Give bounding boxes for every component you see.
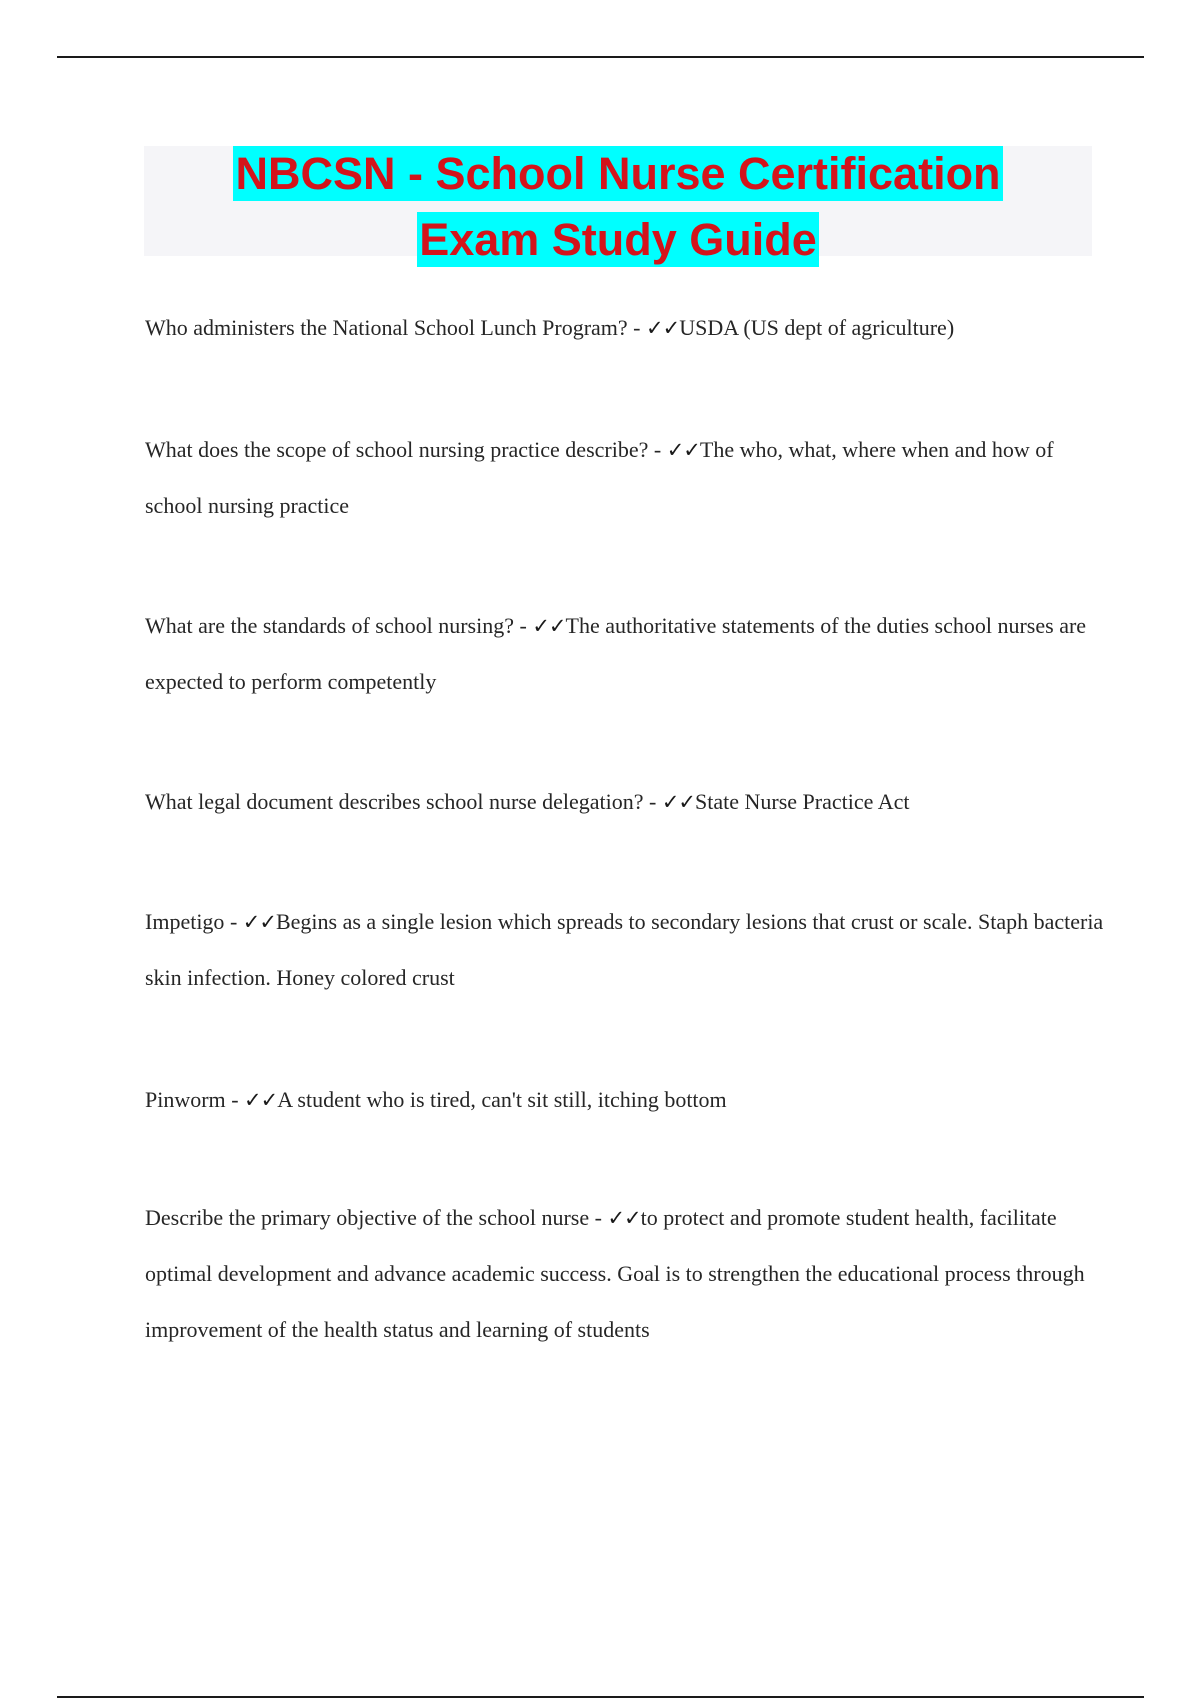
flashcard-item — [145, 774, 1105, 830]
question-text: What does the scope of school nursing practice describe? — [145, 437, 649, 462]
bottom-rule — [57, 1696, 1144, 1698]
flashcard-item — [145, 894, 1105, 1006]
flashcard-item — [145, 598, 1105, 710]
question-text: What are the standards of school nursing? — [145, 613, 514, 638]
flashcard-item — [145, 1190, 1105, 1358]
flashcard-item — [145, 422, 1105, 534]
double-check-icon: ✓✓ — [646, 316, 680, 340]
page-title-line-2: Exam Study Guide — [419, 214, 817, 265]
top-rule — [57, 56, 1144, 58]
title-banner — [144, 146, 1092, 265]
double-check-icon: ✓✓ — [661, 790, 696, 814]
flashcard-item — [145, 1072, 1105, 1128]
answer-text: Begins as a single lesion which spreads to secondary lesions that crust or scale. Staph bacteria skin infection. Honey colored crust — [145, 909, 1104, 990]
flashcard-item — [145, 300, 1105, 356]
page-title-line-1: NBCSN - School Nurse Certification — [235, 148, 1001, 199]
double-check-icon: ✓✓ — [242, 910, 276, 934]
answer-text: to protect and promote student health, facilitate optimal development and advance academic success. Goal is to strengthen the educational process through improvement of the health status and learning of students — [145, 1205, 1085, 1342]
separator: - — [627, 315, 646, 340]
question-text: Pinworm — [145, 1087, 226, 1112]
separator: - — [643, 789, 662, 814]
separator: - — [224, 909, 243, 934]
separator: - — [589, 1205, 608, 1230]
separator: - — [514, 613, 533, 638]
separator: - — [648, 437, 667, 462]
question-text: Impetigo — [145, 909, 225, 934]
double-check-icon: ✓✓ — [666, 438, 700, 462]
question-text: What legal document describes school nurse delegation? — [145, 789, 644, 814]
question-text: Describe the primary objective of the school nurse — [145, 1205, 590, 1230]
double-check-icon: ✓✓ — [244, 1088, 278, 1112]
answer-text: The who, what, where when and how of school nursing practice — [145, 437, 1054, 518]
answer-text: USDA (US dept of agriculture) — [679, 315, 955, 340]
double-check-icon: ✓✓ — [532, 614, 566, 638]
answer-text: State Nurse Practice Act — [695, 789, 910, 814]
answer-text: The authoritative statements of the duties school nurses are expected to perform competently — [145, 613, 1087, 694]
double-check-icon: ✓✓ — [607, 1206, 641, 1230]
separator: - — [225, 1087, 245, 1112]
answer-text: A student who is tired, can't sit still, itching bottom — [277, 1087, 727, 1112]
question-text: Who administers the National School Lunch Program? — [145, 315, 628, 340]
